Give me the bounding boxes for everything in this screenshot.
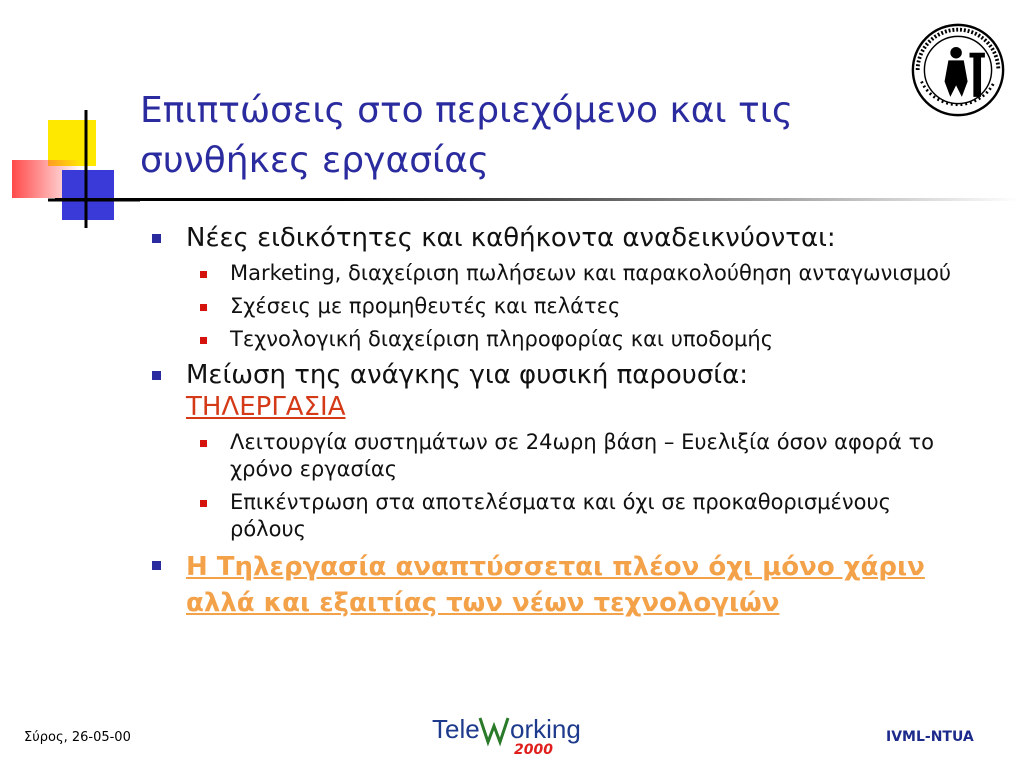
- footer-location-date: Σύρος, 26-05-00: [24, 730, 131, 745]
- blue-square: [62, 170, 114, 220]
- teleworking-2000-logo: [430, 708, 600, 758]
- sub-bullet-text: Σχέσεις με προμηθευτές και πελάτες: [230, 294, 621, 318]
- bullet-text: Μείωση της ανάγκης για φυσική παρουσία:: [186, 360, 748, 390]
- logo-text-orking: orking: [510, 714, 581, 744]
- bullet-item: [150, 549, 970, 621]
- sub-bullet-text: Επικέντρωση στα αποτελέσματα και όχι σε προκαθορισμένους ρόλους: [230, 490, 891, 541]
- sub-bullet-item: [150, 429, 970, 483]
- slide-title-line2: συνθήκες εργασίας: [140, 140, 490, 181]
- university-seal-icon: [910, 22, 1006, 118]
- teleworking-link[interactable]: ΤΗΛΕΡΓΑΣΙΑ: [186, 392, 346, 422]
- decorative-squares: [0, 0, 140, 240]
- footer-org: IVML-NTUA: [886, 729, 974, 745]
- square-bullet-icon: [200, 337, 207, 344]
- sub-bullet-text: Τεχνολογική διαχείριση πληροφορίας και υποδομής: [230, 327, 774, 351]
- slide-content: [150, 222, 970, 627]
- sub-bullet-item: [150, 489, 970, 543]
- square-bullet-icon: [200, 271, 207, 278]
- logo-year: 2000: [514, 742, 553, 758]
- square-bullet-icon: [200, 304, 207, 311]
- title-divider: [55, 198, 1020, 201]
- sub-bullet-text: Marketing, διαχείριση πωλήσεων και παρακολούθηση ανταγωνισμού: [230, 261, 952, 285]
- square-bullet-icon: [200, 440, 207, 447]
- sub-bullet-item: [150, 293, 970, 320]
- slide-title: [140, 86, 860, 186]
- square-bullet-icon: [200, 500, 207, 507]
- logo-text-tele: Tele: [432, 714, 480, 744]
- sub-bullet-item: [150, 326, 970, 353]
- square-bullet-icon: [152, 234, 161, 243]
- slide-title-line1: Επιπτώσεις στο περιεχόμενο και τις: [140, 90, 794, 131]
- sub-bullet-item: [150, 260, 970, 287]
- bullet-item: [150, 222, 970, 254]
- yellow-square: [48, 120, 96, 166]
- square-bullet-icon: [152, 371, 161, 380]
- square-bullet-icon: [152, 561, 161, 570]
- bullet-item: [150, 359, 970, 423]
- sub-bullet-text: Λειτουργία συστημάτων σε 24ωρη βάση – Ευελιξία όσον αφορά το χρόνο εργασίας: [230, 430, 935, 481]
- logo-w-mark: [480, 718, 508, 742]
- bullet-text: Νέες ειδικότητες και καθήκοντα αναδεικνύονται:: [186, 223, 836, 253]
- teleworking-growth-link[interactable]: Η Τηλεργασία αναπτύσσεται πλέον όχι μόνο χάριν αλλά και εξαιτίας των νέων τεχνολογιών: [186, 552, 925, 618]
